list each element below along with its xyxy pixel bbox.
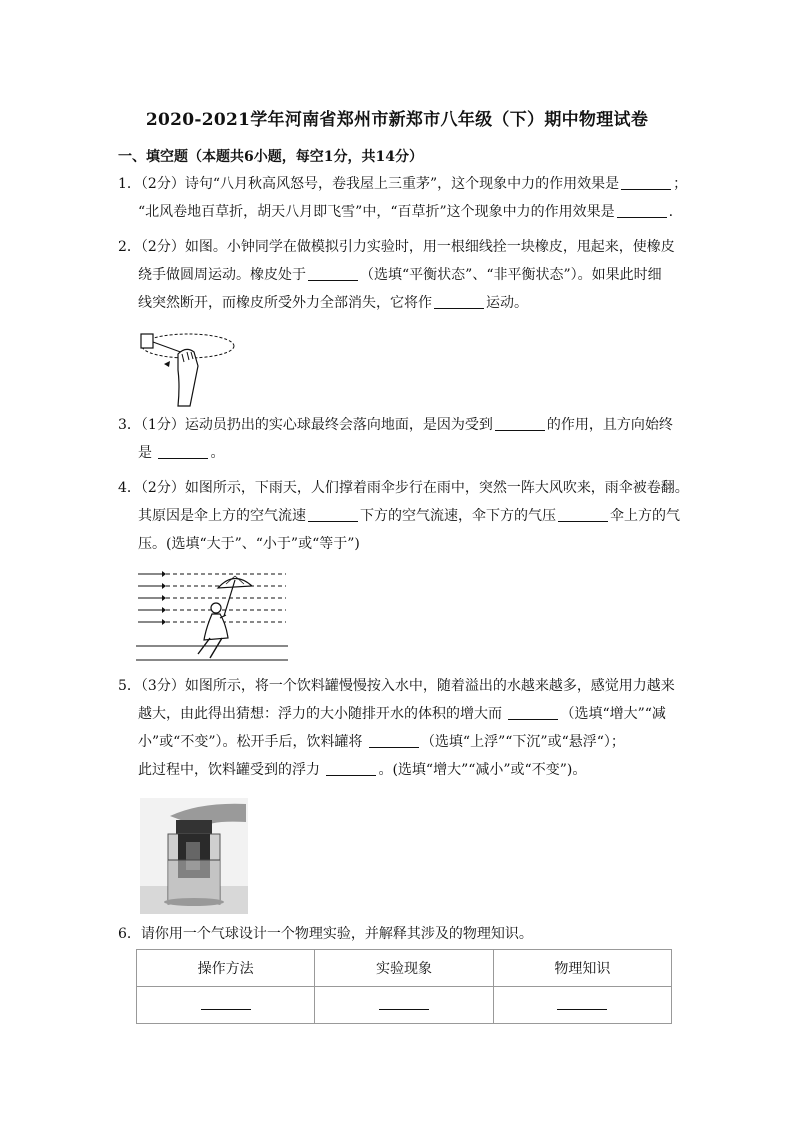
answer-blank[interactable]: [558, 507, 608, 522]
q3-text-2b: 。: [210, 445, 225, 461]
q1-text-2a: “北风卷地百草折，胡天八月即飞雪”中，“百草折”这个现象中力的作用效果是: [138, 204, 615, 220]
answer-blank[interactable]: [326, 761, 376, 776]
q5-text-1: 5．（3分）如图所示，将一个饮料罐慢慢按入水中，随着溢出的水越来越多，感觉用力越来: [118, 678, 675, 694]
q3-text-1a: 3．（1分）运动员扔出的实心球最终会落向地面，是因为受到: [118, 417, 493, 433]
answer-blank[interactable]: [201, 997, 251, 1010]
answer-blank[interactable]: [308, 266, 358, 281]
answer-blank[interactable]: [621, 175, 671, 190]
q4-text-2a: 其原因是伞上方的空气流速: [138, 508, 306, 524]
q4-text-3: 压。(选填“大于”、“小于”或“等于”): [138, 536, 360, 552]
question-2: [118, 233, 678, 317]
q2-text-2b: （选填“平衡状态”、“非平衡状态”）。如果此时细: [360, 267, 662, 283]
answer-blank[interactable]: [617, 203, 667, 218]
q5-text-3b: （选填“上浮”“下沉”或“悬浮“）；: [420, 734, 625, 750]
q2-text-1: 2．（2分）如图。小钟同学在做模拟引力实验时，用一根细线拴一块橡皮，甩起来，使橡皮: [118, 239, 675, 255]
page-title: 2020-2021学年河南省郑州市新郑市八年级（下）期中物理试卷: [145, 110, 649, 130]
q1-text-2b: .: [668, 204, 674, 220]
answer-blank[interactable]: [379, 997, 429, 1010]
q5-text-4b: 。(选填“增大”“减小”或“不变”)。: [378, 762, 587, 778]
question-6: [118, 920, 678, 948]
column-header: 操作方法: [137, 950, 315, 987]
question-4: [118, 474, 689, 558]
q4-text-1: 4．（2分）如图所示，下雨天，人们撑着雨伞步行在雨中，突然一阵大风吹来，雨伞被卷翻。: [118, 480, 689, 496]
q5-text-3a: 小”或“不变”）。松开手后，饮料罐将: [138, 734, 363, 750]
q3-text-2a: 是: [138, 445, 152, 461]
q1-text-1a: 1．（2分）诗句“八月秋高风怒号，卷我屋上三重茅”，这个现象中力的作用效果是: [118, 176, 620, 192]
section-heading: 一、填空题（本题共6小题，每空1分，共14分）: [118, 149, 423, 165]
answer-blank[interactable]: [508, 705, 558, 720]
question-3: [118, 411, 678, 467]
question-1: [118, 170, 688, 226]
column-header: 物理知识: [493, 950, 671, 987]
q5-text-2b: （选填“增大”“减: [560, 706, 666, 722]
q6-text-1: 6．请你用一个气球设计一个物理实验，并解释其涉及的物理知识。: [118, 926, 533, 942]
answer-blank[interactable]: [557, 997, 607, 1010]
answer-blank[interactable]: [158, 444, 208, 459]
q2-text-3b: 运动。: [486, 295, 528, 311]
q5-text-2a: 越大，由此得出猜想：浮力的大小随排开水的体积的增大而: [138, 706, 502, 722]
question-5: [118, 672, 678, 784]
q5-text-4a: 此过程中，饮料罐受到的浮力: [138, 762, 320, 778]
experiment-table: [136, 949, 672, 1024]
q2-text-2a: 绕手做圆周运动。橡皮处于: [138, 267, 306, 283]
table-header-row: [137, 950, 672, 987]
q3-text-1b: 的作用，且方向始终: [546, 417, 673, 433]
q4-text-2c: 伞上方的气: [610, 508, 680, 524]
q4-text-2b: 下方的空气流速，伞下方的气压: [360, 508, 556, 524]
umbrella-wind-figure: [136, 568, 292, 664]
answer-blank[interactable]: [369, 733, 419, 748]
swinging-eraser-figure: [138, 326, 238, 408]
table-row: [137, 987, 672, 1024]
q2-text-3a: 线突然断开，而橡皮所受外力全部消失，它将作: [138, 295, 432, 311]
can-in-water-photo: [140, 798, 248, 914]
column-header: 实验现象: [315, 950, 493, 987]
answer-blank[interactable]: [495, 416, 545, 431]
answer-blank[interactable]: [308, 507, 358, 522]
answer-blank[interactable]: [434, 294, 484, 309]
q1-text-1b: ；: [673, 176, 688, 192]
